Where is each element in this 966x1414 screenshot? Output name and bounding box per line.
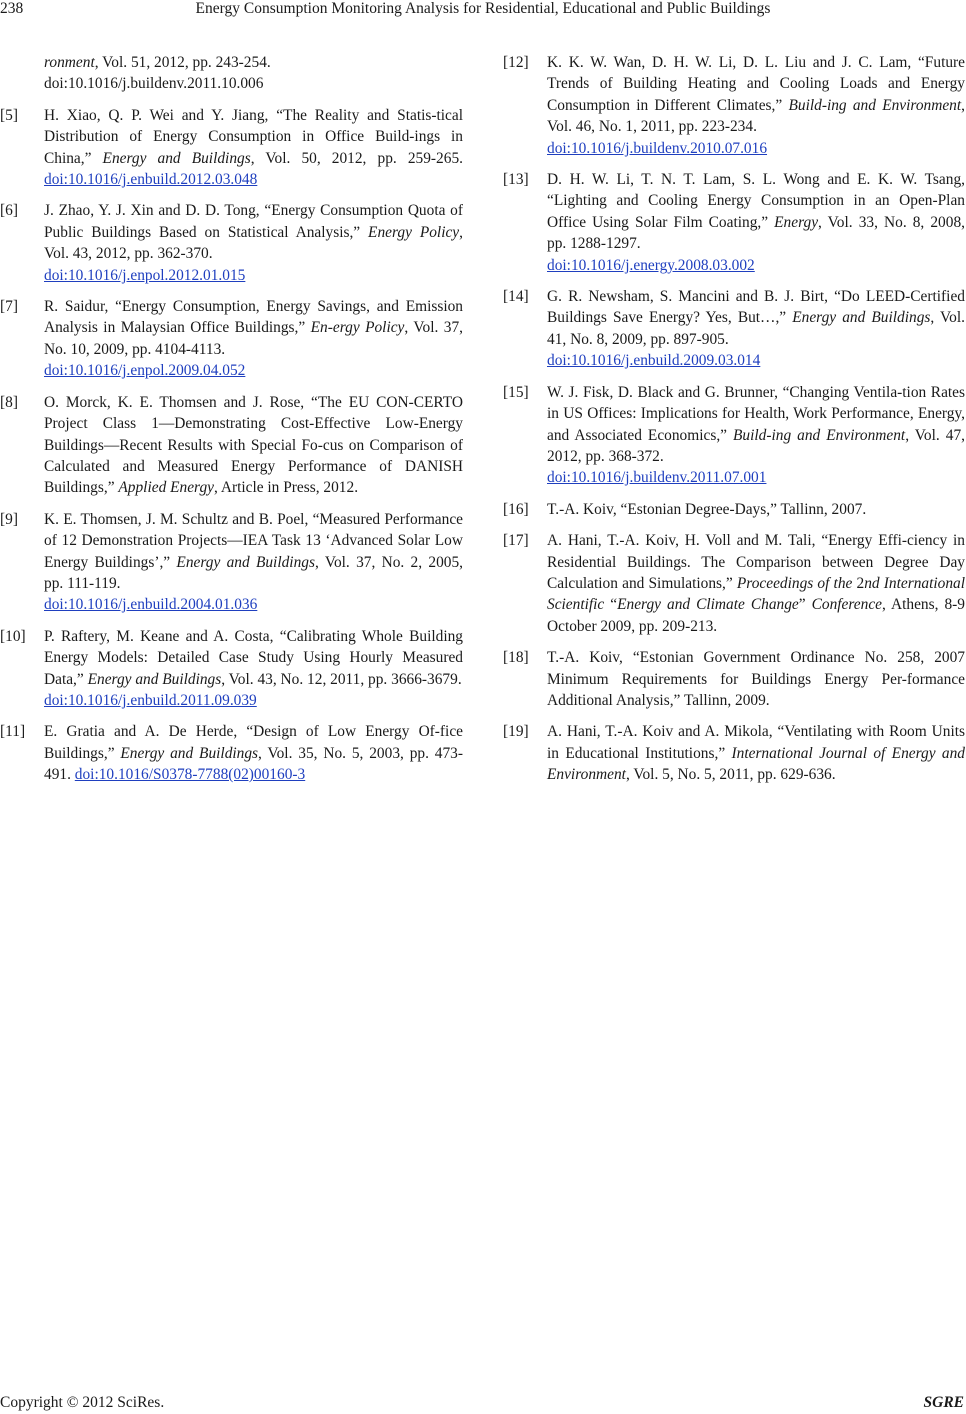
- doi-link[interactable]: doi:10.1016/j.enbuild.2011.09.039: [44, 691, 257, 709]
- reference-item: [19] A. Hani, T.-A. Koiv and A. Mikola, “Ventilating with Room Units in Educational Institutions,” International Journal of Energy and Environment, Vol. 5, No. 5, 2011, pp. 629-636.: [503, 723, 965, 784]
- reference-column-right: [503, 52, 965, 796]
- reference-column-left: [0, 52, 463, 796]
- doi-link[interactable]: doi:10.1016/j.buildenv.2010.07.016: [547, 139, 768, 157]
- page-number: 238: [0, 0, 24, 17]
- doi-link[interactable]: doi:10.1016/j.enbuild.2012.03.048: [44, 171, 258, 189]
- reference-item: [17] A. Hani, T.-A. Koiv, H. Voll and M. Tali, “Energy Effi-ciency in Residential Buildings. The Comparison between Degree Day Calculation and Simulations,” Proceedings of the 2nd International Scientific “Energy and Climate Change” Conference, Athens, 8-9 October 2009, pp. 209-213.: [503, 532, 965, 635]
- reference-number: [12]: [503, 54, 529, 71]
- reference-item: [12] K. K. W. Wan, D. H. W. Li, D. L. Liu and J. C. Lam, “Future Trends of Building Heating and Cooling Loads and Energy Consumption in Different Climates,” Build-ing and Environment, Vol. 46, No. 1, 2011, pp. 223-234. doi:10.1016/j.buildenv.2010.07.016: [503, 52, 965, 159]
- copyright-notice: Copyright © 2012 SciRes.: [0, 1394, 165, 1411]
- reference-item: [6] J. Zhao, Y. J. Xin and D. D. Tong, “Energy Consumption Quota of Public Buildings Based on Statistical Analysis,” Energy Policy, Vol. 43, 2012, pp. 362-370. doi:10.1016/j.enpol.2012.01.015: [0, 200, 463, 286]
- doi-link[interactable]: doi:10.1016/j.energy.2008.03.002: [547, 256, 755, 274]
- reference-number: [11]: [0, 723, 26, 741]
- reference-item: [11] E. Gratia and A. De Herde, “Design of Low Energy Of-fice Buildings,” Energy and Buildings, Vol. 35, No. 5, 2003, pp. 473-491. doi:10.1016/S0378-7788(02)00160-3: [0, 723, 464, 784]
- reference-number: [18]: [503, 649, 529, 667]
- doi-link[interactable]: doi:10.1016/j.buildenv.2011.10.006: [44, 75, 264, 93]
- reference-number: [7]: [0, 298, 18, 316]
- reference-number: [15]: [503, 383, 529, 401]
- journal-abbreviation: SGRE: [923, 1394, 964, 1411]
- doi-link[interactable]: doi:10.1016/j.buildenv.2011.07.001: [547, 469, 767, 487]
- page-header: [0, 0, 966, 20]
- reference-item: [5] H. Xiao, Q. P. Wei and Y. Jiang, “The Reality and Statis-tical Distribution of Energy Consumption in Office Build-ings in China,” Energy and Buildings, Vol. 50, 2012, pp. 259-265. doi:10.1016/j.enbuild.2012.03.048: [0, 106, 463, 189]
- reference-item: [8] O. Morck, K. E. Thomsen and J. Rose, “The EU CON-CERTO Project Class 1—Demonstrating Cost-Effective Low-Energy Buildings—Recent Results with Special Fo-cus on Comparison of Calculated and Measured Energy Performance of DANISH Buildings,” Applied Energy, Article in Press, 2012.: [0, 393, 463, 497]
- reference-number: [17]: [503, 532, 529, 550]
- reference-number: [6]: [0, 202, 18, 220]
- reference-item: [18] T.-A. Koiv, “Estonian Government Ordinance No. 258, 2007 Minimum Requirements for Buildings Energy Per-formance Additional Analysis,” Tallinn, 2009.: [503, 649, 965, 709]
- reference-item: [7] R. Saidur, “Energy Consumption, Energy Savings, and Emission Analysis in Malaysian Office Buildings,” En-ergy Policy, Vol. 37, No. 10, 2009, pp. 4104-4113. doi:10.1016/j.enpol.2009.04.052: [0, 296, 463, 382]
- reference-number: [10]: [0, 627, 26, 645]
- reference-number: [8]: [0, 393, 18, 411]
- reference-item: [10] P. Raftery, M. Keane and A. Costa, “Calibrating Whole Building Energy Models: Detailed Case Study Using Hourly Measured Data,” Energy and Buildings, Vol. 43, No. 12, 2011, pp. 3666-3679. doi:10.1016/j.enbuild.2011.09.039: [0, 626, 463, 712]
- reference-item: [13] D. H. W. Li, T. N. T. Lam, S. L. Wong and E. K. W. Tsang, “Lighting and Cooling Energy Consumption in an Open-Plan Office Using Solar Film Coating,” Energy, Vol. 33, No. 8, 2008, pp. 1288-1297. doi:10.1016/j.energy.2008.03.002: [503, 169, 965, 276]
- reference-item: [9] K. E. Thomsen, J. M. Schultz and B. Poel, “Measured Performance of 12 Demonstration Projects—IEA Task 13 ‘Advanced Solar Low Energy Buildings’,” Energy and Buildings, Vol. 37, No. 2, 2005, pp. 111-119. doi:10.1016/j.enbuild.2004.01.036: [0, 509, 463, 616]
- reference-continuation: ronment, Vol. 51, 2012, pp. 243-254. doi:10.1016/j.buildenv.2011.10.006: [44, 54, 271, 93]
- doi-link[interactable]: doi:10.1016/j.enpol.2009.04.052: [44, 362, 246, 380]
- reference-item: [16] T.-A. Koiv, “Estonian Degree-Days,” Tallinn, 2007.: [503, 499, 965, 520]
- doi-link[interactable]: doi:10.1016/S0378-7788(02)00160-3: [74, 766, 306, 784]
- doi-link[interactable]: doi:10.1016/j.enbuild.2009.03.014: [547, 352, 761, 370]
- reference-number: [5]: [0, 106, 18, 124]
- reference-item: [15] W. J. Fisk, D. Black and G. Brunner, “Changing Ventila-tion Rates in US Offices: Implications for Health, Work Performance, Energy, and Associated Economics,” Build-ing and Environment, Vol. 47, 2012, pp. 368-372. doi:10.1016/j.buildenv.2011.07.001: [503, 382, 965, 489]
- reference-number: [19]: [503, 723, 529, 741]
- reference-item: [14] G. R. Newsham, S. Mancini and B. J. Birt, “Do LEED-Certified Buildings Save Energy? Yes, But…,” Energy and Buildings, Vol. 41, No. 8, 2009, pp. 897-905. doi:10.1016/j.enbuild.2009.03.014: [503, 286, 965, 372]
- reference-number: [16]: [503, 500, 529, 518]
- reference-number: [14]: [503, 288, 529, 306]
- reference-number: [9]: [0, 510, 18, 528]
- doi-link[interactable]: doi:10.1016/j.enbuild.2004.01.036: [44, 596, 258, 614]
- reference-number: [13]: [503, 171, 529, 189]
- running-title: Energy Consumption Monitoring Analysis for Residential, Educational and Public Buildings: [195, 0, 771, 17]
- doi-link[interactable]: doi:10.1016/j.enpol.2012.01.015: [44, 266, 246, 284]
